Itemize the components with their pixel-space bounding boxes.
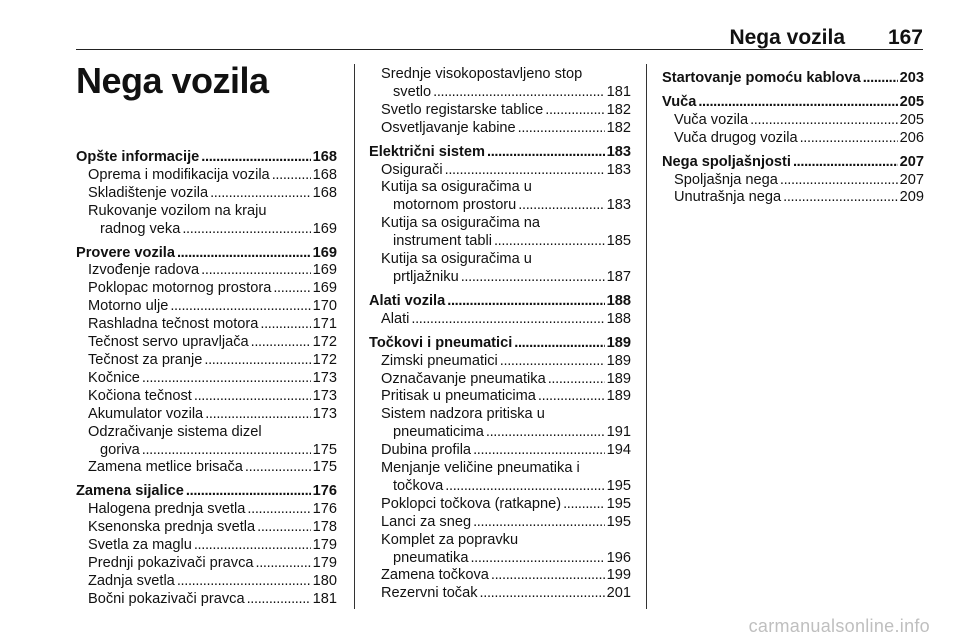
toc-page-number: 168: [312, 184, 337, 201]
toc-entry-text: Zamena sijalice: [76, 483, 184, 500]
toc-entry[interactable]: [369, 102, 631, 120]
page-number: 167: [887, 26, 923, 49]
toc-page-number: 172: [312, 351, 337, 368]
toc-section-entry[interactable]: [76, 245, 337, 263]
toc-page-number: 169: [312, 244, 337, 261]
column-divider: [646, 64, 647, 609]
dot-leader: [545, 102, 604, 120]
header-title: Nega vozila: [729, 26, 845, 49]
toc-entry[interactable]: [369, 353, 631, 371]
toc-entry[interactable]: [76, 555, 337, 573]
toc-entry-text: točkova: [393, 477, 444, 494]
toc-entry-text: Skladištenje vozila: [88, 184, 209, 201]
toc-entry[interactable]: [76, 459, 337, 477]
toc-entry[interactable]: [369, 162, 631, 180]
toc-entry-text: Opšte informacije: [76, 149, 200, 165]
dot-leader: [491, 567, 605, 585]
toc-page-number: 173: [312, 387, 337, 404]
toc-page-number: 199: [606, 567, 631, 584]
toc-page-number: 169: [312, 280, 337, 297]
dot-leader: [170, 298, 310, 316]
toc-page-number: 182: [606, 119, 631, 136]
toc-entry-text: Svetla za maglu: [88, 537, 192, 554]
toc-page-number: 173: [312, 369, 337, 386]
toc-entry[interactable]: [76, 591, 337, 609]
dot-leader: [494, 233, 605, 251]
toc-entry[interactable]: [369, 388, 631, 406]
toc-entry[interactable]: [662, 112, 924, 130]
toc-page-number: 189: [606, 388, 631, 405]
toc-page-number: 170: [312, 298, 337, 315]
toc-entry[interactable]: [369, 233, 631, 251]
toc-entry-text: goriva: [100, 441, 140, 458]
toc-page-number: 188: [606, 310, 631, 327]
toc-entry-text: Osvetljavanje kabine: [381, 119, 516, 136]
dot-leader: [247, 501, 310, 519]
dot-leader: [487, 144, 605, 162]
toc-entry-text: Provere vozila: [76, 244, 175, 261]
toc-entry-text: Lanci za sneg: [381, 513, 472, 530]
dot-leader: [863, 70, 898, 88]
toc-entry[interactable]: [76, 167, 337, 185]
toc-entry[interactable]: [369, 424, 631, 442]
toc-entry[interactable]: [76, 573, 337, 591]
toc-entry-text: Zadnja svetla: [88, 572, 175, 589]
toc-entry[interactable]: [369, 442, 631, 460]
toc-entry-text: Poklopac motornog prostora: [88, 280, 272, 297]
dot-leader: [260, 316, 310, 334]
toc-page-number: 189: [606, 370, 631, 387]
toc-page-number: 169: [312, 262, 337, 279]
dot-leader: [433, 84, 605, 102]
toc-entry-text: Rukovanje vozilom na kraju: [88, 202, 267, 219]
toc-entry[interactable]: [369, 514, 631, 532]
dot-leader: [186, 483, 311, 501]
dot-leader: [447, 293, 604, 311]
toc-entry-text: Srednje visokopostavljeno stop: [381, 66, 583, 82]
toc-entry[interactable]: [76, 442, 337, 460]
toc-entry-text: pneumatika: [393, 549, 469, 566]
toc-entry-text: Zimski pneumatici: [381, 352, 498, 369]
column-divider: [354, 64, 355, 609]
toc-entry-text: Bočni pokazivači pravca: [88, 590, 245, 607]
toc-page-number: 172: [312, 334, 337, 351]
toc-entry-text: Nega spoljašnjosti: [662, 153, 791, 170]
dot-leader: [461, 269, 605, 287]
toc-page-number: 183: [606, 161, 631, 178]
toc-entry[interactable]: [76, 519, 337, 537]
toc-entry-text: Osigurači: [381, 161, 443, 178]
toc-entry-text: pneumaticima: [393, 424, 484, 441]
toc-page-number: 175: [312, 441, 337, 458]
toc-entry-text: Spoljašnja nega: [674, 171, 778, 188]
page-header: [76, 26, 923, 50]
toc-entry-text: Označavanje pneumatika: [381, 370, 546, 387]
toc-entry[interactable]: [76, 388, 337, 406]
dot-leader: [411, 311, 604, 329]
dot-leader: [538, 388, 605, 406]
dot-leader: [251, 334, 311, 352]
toc-entry-text: Kutija sa osiguračima u: [381, 179, 532, 196]
dot-leader: [257, 519, 311, 537]
toc-page-number: 168: [312, 166, 337, 183]
toc-page-number: 191: [606, 424, 631, 441]
toc-entry-text: Rashladna tečnost motora: [88, 316, 259, 333]
dot-leader: [204, 352, 310, 370]
dot-leader: [177, 573, 311, 591]
dot-leader: [473, 514, 605, 532]
toc-entry-text: radnog veka: [100, 220, 181, 237]
toc-page-number: 179: [312, 554, 337, 571]
toc-entry[interactable]: [369, 478, 631, 496]
dot-leader: [142, 370, 311, 388]
toc-entry[interactable]: [662, 172, 924, 190]
toc-column-3: [662, 70, 924, 207]
toc-page-number: 189: [606, 334, 631, 351]
dot-leader: [793, 154, 898, 172]
toc-entry[interactable]: [76, 352, 337, 370]
toc-entry-text: Alati: [381, 310, 410, 327]
toc-page-number: 205: [899, 111, 924, 128]
dot-leader: [201, 149, 310, 167]
toc-entry[interactable]: [662, 130, 924, 148]
toc-section-entry[interactable]: [369, 335, 631, 353]
dot-leader: [548, 371, 605, 389]
dot-leader: [800, 130, 898, 148]
toc-entry-text: Alati vozila: [369, 292, 446, 309]
toc-entry-text: Odzračivanje sistema dizel: [88, 423, 262, 440]
toc-page-number: 187: [606, 268, 631, 285]
toc-entry[interactable]: [369, 567, 631, 585]
watermark: carmanualsonline.info: [748, 616, 930, 636]
toc-entry[interactable]: [76, 262, 337, 280]
toc-entry-text: Sistem nadzora pritiska u: [381, 406, 545, 423]
toc-entry-text: instrument tabli: [393, 233, 492, 250]
toc-section-entry[interactable]: [369, 144, 631, 162]
toc-page-number: 196: [606, 549, 631, 566]
dot-leader: [480, 585, 605, 603]
toc-entry-text: Startovanje pomoću kablova: [662, 70, 861, 86]
toc-page-number: 185: [606, 233, 631, 250]
toc-page-number: 194: [606, 442, 631, 459]
toc-page-number: 183: [606, 197, 631, 214]
toc-page-number: 195: [606, 495, 631, 512]
dot-leader: [142, 442, 311, 460]
toc-entry[interactable]: [76, 221, 337, 239]
toc-page-number: 176: [312, 501, 337, 518]
toc-entry-text: Električni sistem: [369, 143, 485, 160]
toc-entry-text: Halogena prednja svetla: [88, 501, 246, 518]
toc-entry-text: Ksenonska prednja svetla: [88, 519, 256, 536]
toc-entry-text: Tečnost za pranje: [88, 351, 203, 368]
toc-entry-text: Kočiona tečnost: [88, 387, 192, 404]
toc-page-number: 182: [606, 101, 631, 118]
toc-entry-text: Tečnost servo upravljača: [88, 334, 249, 351]
toc-column-1: [76, 143, 337, 609]
toc-entry[interactable]: [76, 501, 337, 519]
dot-leader: [210, 185, 311, 203]
toc-page-number: 188: [606, 292, 631, 309]
dot-leader: [273, 280, 310, 298]
toc-entry[interactable]: [369, 269, 631, 287]
toc-page-number: 171: [312, 316, 337, 333]
toc-entry-text: Menjanje veličine pneumatika i: [381, 460, 580, 477]
dot-leader: [445, 478, 604, 496]
dot-leader: [255, 555, 310, 573]
dot-leader: [247, 591, 311, 609]
toc-entry-text: Kutija sa osiguračima na: [381, 215, 540, 232]
toc-entry-text: prtljažniku: [393, 268, 459, 285]
toc-page-number: 207: [899, 153, 924, 170]
toc-entry-text: Pritisak u pneumaticima: [381, 388, 536, 405]
dot-leader: [470, 550, 604, 568]
toc-page-number: 206: [899, 129, 924, 146]
toc-entry[interactable]: [76, 370, 337, 388]
dot-leader: [182, 221, 310, 239]
toc-page-number: 180: [312, 572, 337, 589]
toc-entry[interactable]: [369, 585, 631, 603]
toc-entry-text: Poklopci točkova (ratkapne): [381, 495, 562, 512]
chapter-title: Nega vozila: [76, 60, 269, 101]
toc-entry-text: motornom prostoru: [393, 197, 517, 214]
toc-entry[interactable]: [76, 334, 337, 352]
dot-leader: [518, 120, 605, 138]
toc-entry-text: Točkovi i pneumatici: [369, 334, 513, 351]
toc-page-number: 195: [606, 513, 631, 530]
toc-entry-text: svetlo: [393, 83, 432, 100]
toc-entry[interactable]: [76, 280, 337, 298]
toc-entry-text: Vuča vozila: [674, 111, 749, 128]
toc-page-number: 201: [606, 585, 631, 602]
toc-entry-text: Rezervni točak: [381, 585, 478, 602]
toc-entry-text: Kutija sa osiguračima u: [381, 251, 532, 268]
toc-entry[interactable]: [369, 550, 631, 568]
toc-section-entry[interactable]: [662, 70, 924, 88]
toc-entry[interactable]: [76, 185, 337, 203]
toc-page-number: 169: [312, 220, 337, 237]
toc-page-number: 173: [312, 405, 337, 422]
toc-entry-text: Unutrašnja nega: [674, 189, 782, 206]
dot-leader: [486, 424, 605, 442]
toc-page-number: 179: [312, 537, 337, 554]
toc-entry-text: Komplet za popravku: [381, 531, 519, 548]
toc-entry-text: Vuča: [662, 93, 697, 110]
toc-entry[interactable]: [76, 537, 337, 555]
toc-section-entry[interactable]: [662, 94, 924, 112]
toc-entry[interactable]: [76, 316, 337, 334]
toc-page-number: 181: [312, 590, 337, 607]
dot-leader: [563, 496, 605, 514]
dot-leader: [177, 245, 311, 263]
toc-entry[interactable]: [369, 120, 631, 138]
dot-leader: [783, 189, 898, 207]
dot-leader: [500, 353, 605, 371]
toc-page-number: 209: [899, 189, 924, 206]
dot-leader: [518, 197, 604, 215]
toc-column-2: [369, 66, 631, 603]
toc-page-number: 203: [899, 70, 924, 86]
toc-page-number: 176: [312, 483, 337, 500]
toc-entry-text: Prednji pokazivači pravca: [88, 554, 254, 571]
toc-entry-text: Oprema i modifikacija vozila: [88, 166, 270, 183]
toc-entry[interactable]: [76, 298, 337, 316]
toc-entry-text: Svetlo registarske tablice: [381, 101, 544, 118]
dot-leader: [750, 112, 898, 130]
toc-page-number: 189: [606, 352, 631, 369]
toc-entry[interactable]: [662, 189, 924, 207]
dot-leader: [194, 388, 311, 406]
toc-entry-text: Kočnice: [88, 369, 140, 386]
dot-leader: [445, 162, 605, 180]
dot-leader: [698, 94, 897, 112]
toc-page-number: 207: [899, 171, 924, 188]
toc-entry-text: Vuča drugog vozila: [674, 129, 798, 146]
toc-entry[interactable]: [369, 496, 631, 514]
toc-page-number: 175: [312, 459, 337, 476]
toc-entry-text: Dubina profila: [381, 442, 472, 459]
toc-section-entry[interactable]: [76, 483, 337, 501]
toc-entry-text: Izvođenje radova: [88, 262, 200, 279]
dot-leader: [194, 537, 311, 555]
toc-entry-text: Zamena metlice brisača: [88, 459, 243, 476]
toc-entry-text: Zamena točkova: [381, 567, 489, 584]
toc-entry[interactable]: [369, 371, 631, 389]
toc-entry[interactable]: [369, 84, 631, 102]
toc-entry-text: Akumulator vozila: [88, 405, 204, 422]
dot-leader: [473, 442, 605, 460]
toc-section-entry[interactable]: [369, 293, 631, 311]
toc-page-number: 181: [606, 83, 631, 100]
toc-section-entry[interactable]: [662, 154, 924, 172]
toc-entry[interactable]: [369, 197, 631, 215]
dot-leader: [272, 167, 311, 185]
dot-leader: [514, 335, 604, 353]
toc-entry[interactable]: [369, 311, 631, 329]
dot-leader: [201, 262, 310, 280]
toc-page-number: 195: [606, 477, 631, 494]
toc-entry-text: Motorno ulje: [88, 298, 169, 315]
toc-page-number: 183: [606, 143, 631, 160]
header-rule: [76, 49, 923, 50]
toc-entry[interactable]: [76, 406, 337, 424]
toc-page-number: 205: [899, 93, 924, 110]
toc-page-number: 178: [312, 519, 337, 536]
toc-section-entry[interactable]: [76, 149, 337, 167]
dot-leader: [780, 172, 898, 190]
dot-leader: [245, 459, 311, 477]
dot-leader: [205, 406, 310, 424]
toc-page-number: 168: [312, 149, 337, 165]
